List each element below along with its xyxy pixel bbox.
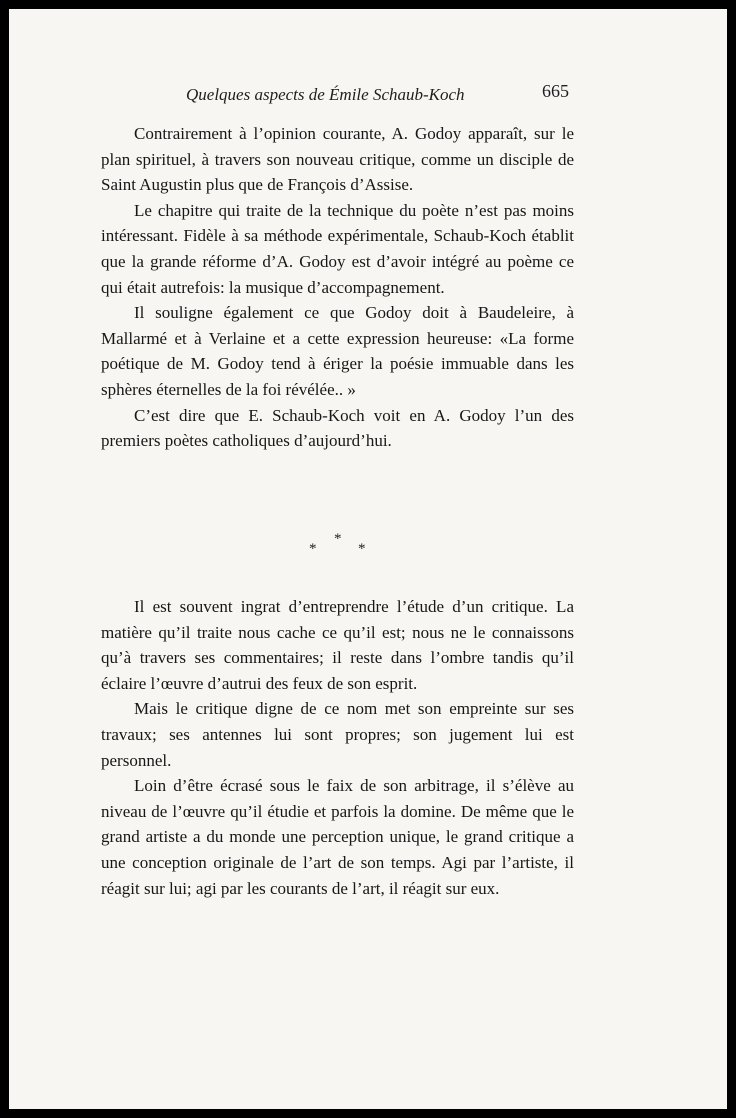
running-title: Quelques aspects de Émile Schaub-Koch [186, 85, 465, 104]
paragraph: Mais le critique digne de ce nom met son empreinte sur ses travaux; ses antennes lui sont propres; son jugement lui est personnel. [101, 699, 574, 770]
section-separator [309, 531, 369, 567]
paragraph: C’est dire que E. Schaub-Koch voit en A. Godoy l’un des premiers poètes catholiques d’aujourd’hui. [101, 405, 574, 451]
paragraph: Il est souvent ingrat d’entreprendre l’étude d’un critique. La matière qu’il traite nous cache ce qu’il est; nous ne le connaissons qu’à travers ses commentaires; il reste dans l’ombre tandis qu’il éclaire l’œuvre d’autrui des feux de son esprit. [101, 597, 574, 693]
paragraph: Contrairement à l’opinion courante, A. Godoy apparaît, sur le plan spirituel, à travers son nouveau critique, comme un disciple de Saint Augustin plus que de François d’Assise. [101, 124, 574, 195]
paragraph: Il souligne également ce que Godoy doit à Baudeleire, à Mallarmé et à Verlaine et a cette expression heureuse: «La forme poétique de M. Godoy tend à ériger la poésie immuable dans les sphères éternelles de la foi révélée.. » [101, 303, 574, 399]
text-block-2 [101, 594, 574, 901]
text-block-1 [101, 121, 574, 454]
separator-star: * [358, 541, 366, 557]
page-header [9, 77, 727, 107]
separator-star: * [334, 531, 342, 547]
paragraph: Loin d’être écrasé sous le faix de son arbitrage, il s’élève au niveau de l’œuvre qu’il étudie et parfois la domine. De même que le grand artiste a du monde une perception unique, le grand critique a une conception originale de l’art de son temps. Agi par l’artiste, il réagit sur lui; agi par les courants de l’art, il réagit sur eux. [101, 776, 574, 898]
page-number: 665 [542, 81, 569, 101]
book-page [9, 9, 727, 1109]
separator-star: * [309, 541, 317, 557]
paragraph: Le chapitre qui traite de la technique du poète n’est pas moins intéressant. Fidèle à sa méthode expérimentale, Schaub-Koch établit que la grande réforme d’A. Godoy est d’avoir intégré au poème ce qui était autrefois: la musique d’accompagnement. [101, 200, 574, 297]
